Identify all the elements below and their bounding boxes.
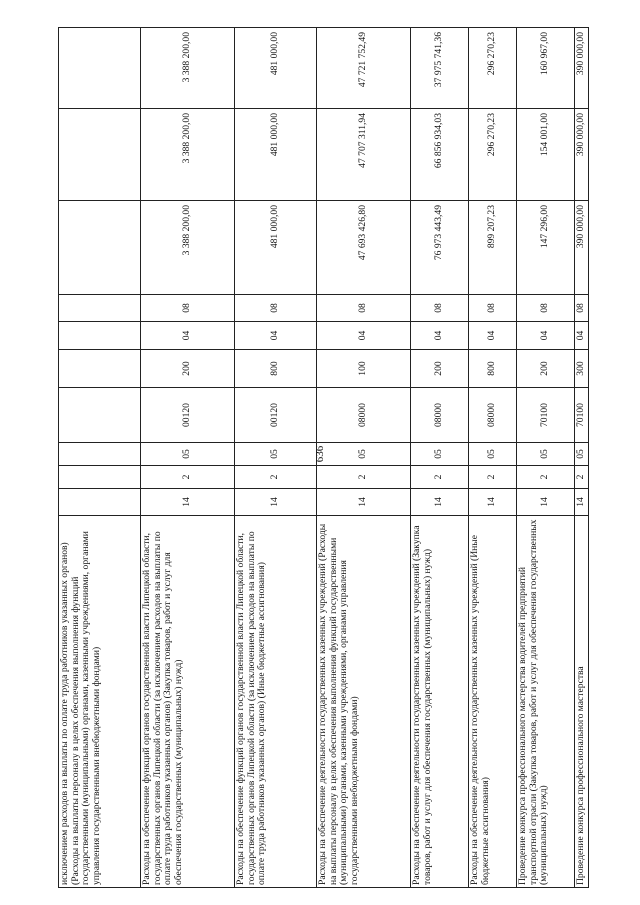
code-cell (59, 489, 141, 516)
amount-cell: 3 388 200,00 (141, 109, 235, 201)
table-row (575, 28, 589, 888)
code-cell: 70100 (575, 388, 589, 443)
code-cell (59, 443, 141, 466)
code-cell: 00120 (235, 388, 317, 443)
code-cell (59, 350, 141, 388)
amount-cell: 481 000,00 (235, 109, 317, 201)
code-cell: 04 (469, 322, 517, 350)
table-row (517, 28, 575, 888)
code-cell: 2 (517, 466, 575, 489)
row-description: Расходы на обеспечение функций органов государственной власти Липецкой области, государственных органов Липецкой области (за исключением расходов на выплаты по оплате труда работников указанных органов) (Иные бюджетные ассигнования) (235, 516, 317, 888)
code-cell: 100 (317, 350, 411, 388)
code-cell: 200 (141, 350, 235, 388)
amount-cell: 481 000,00 (235, 201, 317, 295)
code-cell: 05 (317, 443, 411, 466)
code-cell: 14 (235, 489, 317, 516)
table-row (235, 28, 317, 888)
code-cell: 05 (141, 443, 235, 466)
amount-cell (59, 109, 141, 201)
code-cell: 04 (575, 322, 589, 350)
amount-cell: 390 000,00 (575, 109, 589, 201)
row-description: Проведение конкурса профессионального мастерства водителей предприятий транспортной отрасли (Закупка товаров, работ и услуг для обеспечения государственных (муниципальных) нужд) (517, 516, 575, 888)
code-cell: 800 (235, 350, 317, 388)
table-row (59, 28, 141, 888)
code-cell: 04 (141, 322, 235, 350)
amount-cell: 66 856 934,03 (411, 109, 469, 201)
amount-cell: 47 721 752,49 (317, 28, 411, 109)
amount-cell: 160 967,00 (517, 28, 575, 109)
row-description: исключением расходов на выплаты по оплате труда работников указанных органов) (Расходы на выплаты персоналу в целях обеспечения выполнения функций государственными (муниципальными) органами, казенными учреждениями, органами управления государственными внебюджетными фондами) (59, 516, 141, 888)
amount-cell: 147 296,00 (517, 201, 575, 295)
row-description: Расходы на обеспечение деятельности государственных казенных учреждений (Иные бюджетные ассигнования) (469, 516, 517, 888)
code-cell (59, 388, 141, 443)
code-cell (59, 466, 141, 489)
amount-cell: 3 388 200,00 (141, 28, 235, 109)
code-cell: 08 (411, 295, 469, 322)
code-cell: 14 (469, 489, 517, 516)
code-cell: 05 (517, 443, 575, 466)
amount-cell: 37 975 741,36 (411, 28, 469, 109)
code-cell: 200 (411, 350, 469, 388)
code-cell (59, 295, 141, 322)
amount-cell: 390 000,00 (575, 201, 589, 295)
amount-cell: 47 693 426,80 (317, 201, 411, 295)
code-cell: 08 (141, 295, 235, 322)
table-row (469, 28, 517, 888)
code-cell: 14 (317, 489, 411, 516)
amount-cell (59, 28, 141, 109)
code-cell: 08 (575, 295, 589, 322)
code-cell: 08 (517, 295, 575, 322)
amount-cell (59, 201, 141, 295)
row-description: Расходы на обеспечение функций органов государственной власти Липецкой области, государственных органов Липецкой области (за исключением расходов на выплаты по оплате труда работников указанных органов) (Закупка товаров, работ и услуг для обеспечения государственных (муниципальных) нужд) (141, 516, 235, 888)
amount-cell: 390 000,00 (575, 28, 589, 109)
amount-cell: 481 000,00 (235, 28, 317, 109)
code-cell: 00120 (141, 388, 235, 443)
code-cell: 04 (411, 322, 469, 350)
amount-cell: 296 270,23 (469, 109, 517, 201)
budget-table (58, 27, 589, 888)
row-description: Проведение конкурса профессионального мастерства (575, 516, 589, 888)
code-cell: 08000 (469, 388, 517, 443)
code-cell: 04 (235, 322, 317, 350)
code-cell: 14 (517, 489, 575, 516)
code-cell: 70100 (517, 388, 575, 443)
code-cell: 2 (411, 466, 469, 489)
code-cell: 2 (235, 466, 317, 489)
code-cell: 04 (517, 322, 575, 350)
code-cell: 05 (469, 443, 517, 466)
code-cell: 08000 (317, 388, 411, 443)
code-cell: 200 (517, 350, 575, 388)
code-cell: 05 (235, 443, 317, 466)
amount-cell: 899 207,23 (469, 201, 517, 295)
code-cell: 2 (141, 466, 235, 489)
amount-cell: 47 707 311,94 (317, 109, 411, 201)
row-description: Расходы на обеспечение деятельности государственных казенных учреждений (Расходы на выплаты персоналу в целях обеспечения выполнения функций государственными (муниципальными) органами, казенными учреждениями, органами управления государственными внебюджетными фондами) (317, 516, 411, 888)
table-row (411, 28, 469, 888)
code-cell: 08 (235, 295, 317, 322)
amount-cell: 296 270,23 (469, 28, 517, 109)
code-cell: 05 (411, 443, 469, 466)
code-cell: 2 (469, 466, 517, 489)
code-cell: 14 (411, 489, 469, 516)
code-cell: 300 (575, 350, 589, 388)
code-cell (59, 322, 141, 350)
code-cell: 14 (575, 489, 589, 516)
code-cell: 800 (469, 350, 517, 388)
amount-cell: 76 973 443,49 (411, 201, 469, 295)
code-cell: 08 (469, 295, 517, 322)
table-row (317, 28, 411, 888)
table-row (141, 28, 235, 888)
code-cell: 08 (317, 295, 411, 322)
code-cell: 08000 (411, 388, 469, 443)
amount-cell: 154 001,00 (517, 109, 575, 201)
code-cell: 2 (575, 466, 589, 489)
code-cell: 05 (575, 443, 589, 466)
rotated-page (58, 28, 613, 888)
row-description: Расходы на обеспечение деятельности государственных казенных учреждений (Закупка товаров, работ и услуг для обеспечения государственных (муниципальных) нужд) (411, 516, 469, 888)
page-number: 636 (314, 445, 326, 463)
code-cell: 04 (317, 322, 411, 350)
amount-cell: 3 388 200,00 (141, 201, 235, 295)
code-cell: 14 (141, 489, 235, 516)
code-cell: 2 (317, 466, 411, 489)
